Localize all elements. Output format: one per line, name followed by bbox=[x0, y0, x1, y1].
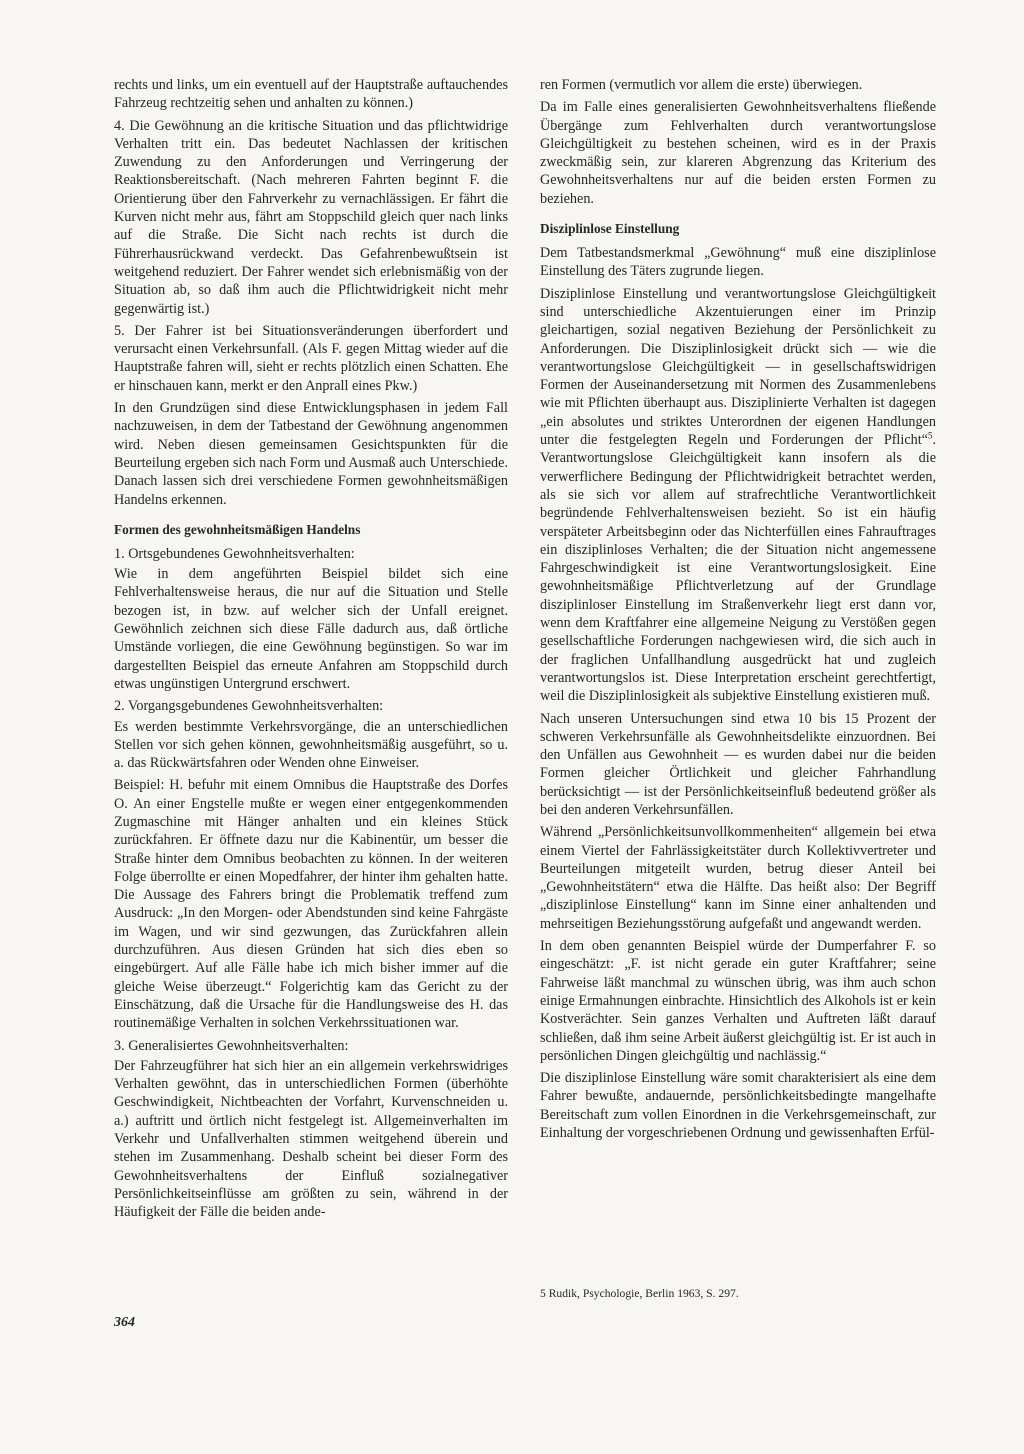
paragraph: Nach unseren Untersuchungen sind etwa 10 bis 15 Prozent der schweren Verkehrsunfälle als Gewohnheitsdelikte einzuordnen. Bei den Unfällen aus Gewohnheit — es wurden dabei nur die beiden Formen gleicher Örtlichkeit und gleicher Fahrhandlung berücksichtigt — ist der Persönlichkeitseinfluß bedeutend größer als bei den anderen Verkehrsunfällen. bbox=[540, 710, 936, 818]
section-heading-formen: Formen des gewohnheitsmäßigen Handelns bbox=[114, 521, 361, 537]
subheading-generalisiert: 3. Generalisiertes Gewohnheitsverhalten: bbox=[114, 1037, 349, 1054]
right-column bbox=[540, 76, 936, 1146]
paragraph: In dem oben genannten Beispiel würde der Dumperfahrer F. so eingeschätzt: „F. ist nicht gerade ein guter Kraftfahrer; seine Fahrweise läßt manchmal zu wünschen übrig, was ihm auch schon einige Ermahnungen einbrachte. Hinsichtlich des Alkohols ist er kein Kostverächter. Sein ganzes Verhalten und Auftreten läßt darauf schließen, daß ihm seine Arbeit äußerst gleichgültig ist. Er ist auch in persönlichen Dingen gleichgültig und nachlässig.“ bbox=[540, 938, 936, 1064]
paragraph: Da im Falle eines generalisierten Gewohnheitsverhaltens fließende Übergänge zum Fehlverhalten durch verantwortungslose Gleichgültigkeit zu bestehen scheinen, wird es in der Praxis zweckmäßig sein, zur klareren Abgrenzung das Kriterium des Gewohnheitsverhaltens nur auf die beiden ersten Formen zu beziehen. bbox=[540, 99, 936, 207]
paragraph: Wie in dem angeführten Beispiel bildet sich eine Fehlverhaltensweise heraus, die nur auf die Situation und Stelle bezogen ist, in bzw. auf welcher sich der Unfall ereignet. Gewöhnlich zeichnen sich diese Fälle dadurch aus, daß örtliche Umstände vorliegen, die eine Gewöhnung begünstigen. So war im dargestellten Beispiel das erneute Anfahren am Stoppschild durch etwas ungünstigen Untergrund erschwert. bbox=[114, 566, 508, 692]
footnote-reference: 5 bbox=[927, 430, 933, 441]
paragraph: Der Fahrzeugführer hat sich hier an ein allgemein verkehrswidriges Verhalten gewöhnt, das in unterschiedlichen Formen (überhöhte Geschwindigkeit, Nichtbeachten der Vorfahrt, Kurvenschneiden u. a.) auftritt und örtlich nicht festgelegt ist. Allgemeinverhalten im Verkehr und Unfallverhalten stimmen weitgehend überein und stehen im Zusammenhang. Deshalb scheint bei dieser Form des Gewohnheitsverhaltens der Einfluß sozialnegativer Persönlichkeitseinflüsse am größten zu sein, während in der Häufigkeit der Fälle die beiden ande- bbox=[114, 1057, 508, 1221]
paragraph-phase-5: 5. Der Fahrer ist bei Situationsveränderungen überfordert und verursacht einen Verkehrsunfall. (Als F. gegen Mittag wieder auf die Hauptstraße fahren will, sieht er rechts plötzlich einen Schatten. Ehe er hinschauen kann, merkt er den Anprall eines Pkw.) bbox=[114, 322, 508, 394]
paragraph-text: Disziplinlose Einstellung und verantwortungslose Gleichgültigkeit sind unterschiedliche Akzentuierungen einer im Prinzip gleichartigen, sozial negativen Beziehung der Persönlichkeit zu Anforderungen. Die Disziplinlosigkeit drückt sich — wie die verantwortungslose Gleichgültigkeit — in gesellschaftswidrigen Formen der Auseinandersetzung mit Normen des Zusammenlebens wie mit Pflichten überhaupt aus. Disziplinierte Verhalten ist dagegen „ein absolutes und striktes Unterordnen der eigenen Handlungen unter die festgelegten Regeln und Forderungen der Pflicht“ bbox=[540, 285, 936, 449]
subheading-ortsgebunden: 1. Ortsgebundenes Gewohnheitsverhalten: bbox=[114, 545, 355, 562]
paragraph: In den Grundzügen sind diese Entwicklungsphasen in jedem Fall nachzuweisen, in dem der Tatbestand der Gewöhnung angenommen wird. Neben diesen gemeinsamen Gesichtspunkten für die Beurteilung ergeben sich nach Form und Ausmaß auch Unterschiede. Danach lassen sich drei verschiedene Formen gewohnheitsmäßigen Handelns erkennen. bbox=[114, 400, 508, 508]
paragraph-text: . Verantwortungslose Gleichgültigkeit kann insofern als die verwerflichere Bedingung der Pflichtwidrigkeit betrachtet werden, als sie sich vor allem auf strafrechtliche Verantwortlichkeit begründende Fehlverhaltensweisen bezieht. So ist ein häufig verspäteter Arbeitsbeginn oder das Nichterfüllen eines Fahrauftrages ein disziplinloses Verhalten; die der Situation nicht angemessene Fahrgeschwindigkeit ist eine Verantwortungslosigkeit. Eine gewohnheitsmäßige Pflichtverletzung auf der Grundlage disziplinloser Einstellung im Straßenverkehr liegt erst dann vor, wenn dem Kraftfahrer eine allgemeine Neigung zu Verstößen gegen gesellschaftliche Forderungen nachgewiesen wird, die sich auch in der fraglichen Unfallhandlung ausgedrückt hat und zugleich verantwortungslos ist. Diese Interpretation erscheint gerechtfertigt, weil die Disziplinlosigkeit als subjektive Einstellung existieren muß. bbox=[540, 432, 936, 705]
subheading-vorgangsgebunden: 2. Vorgangsgebundenes Gewohnheitsverhalten: bbox=[114, 698, 384, 715]
paragraph-beispiel: Beispiel: H. befuhr mit einem Omnibus die Hauptstraße des Dorfes O. An einer Engstelle mußte er wegen einer entgegenkommenden Zugmaschine mit Hänger anhalten und ein kleines Stück zurückfahren. Er öffnete dazu nur die Kabinentür, um besser die Straße hinter dem Omnibus beobachten zu können. In der weiteren Folge überrollte er einen Mopedfahrer, der hinter ihm gehalten hatte. Die Aussage des Fahrers bringt die Problematik treffend zum Ausdruck: „In den Morgen- oder Abendstunden sind keine Fahrgäste im Wagen, und wir sind gezwungen, das Zurückfahren allein durchzuführen. Aus diesen Gründen hat sich dies eben so eingebürgert. Auf alle Fälle habe ich mich bisher immer auf die gleiche Weise überzeugt.“ Folgerichtig kam das Gericht zu der Einschätzung, daß die Ursache für die Handlungsweise des H. das routinemäßige Verhalten in solchen Verkehrssituationen war. bbox=[114, 777, 508, 1032]
paragraph: Dem Tatbestandsmerkmal „Gewöhnung“ muß eine disziplinlose Einstellung des Täters zugrunde liegen. bbox=[540, 245, 936, 280]
footnote: 5 Rudik, Psychologie, Berlin 1963, S. 297. bbox=[540, 1287, 739, 1300]
paragraph: Es werden bestimmte Verkehrsvorgänge, die an unterschiedlichen Stellen vor sich gehen können, gewohnheitsmäßig ausgeführt, so u. a. das Rückwärtsfahren oder Wenden ohne Einweiser. bbox=[114, 718, 508, 772]
paragraph-phase-4: 4. Die Gewöhnung an die kritische Situation und das pflichtwidrige Verhalten tritt ein. Das bedeutet Nachlassen der kritischen Zuwendung zu den Anforderungen und Verringerung der Reaktionsbereitschaft. (Nach mehreren Fahrten beginnt F. die Orientierung über den Fahrverkehr zu vernachlässigen. Er fährt die Kurven nicht mehr aus, fährt am Stoppschild gleich quer nach links auf die Straße. Die Sicht nach rechts ist durch die Führerhausrückwand verdeckt. Das Gefahrenbewußtsein ist weitgehend reduziert. Der Fahrer wendet sich erlebnismäßig von der Situation ab, so daß ihm auch die Pflichtwidrigkeit nicht mehr gegenwärtig ist.) bbox=[114, 117, 508, 317]
left-column bbox=[114, 76, 508, 1226]
section-heading-disziplinlose-einstellung: Disziplinlose Einstellung bbox=[540, 221, 680, 237]
paragraph: Die disziplinlose Einstellung wäre somit charakterisiert als eine dem Fahrer bewußte, andauernde, persönlichkeitsbedingte mangelhafte Bereitschaft zum vollen Einordnen in die Verkehrsgemeinschaft, zur Einhaltung der vorgeschriebenen Ordnung und gewissenhaften Erfül- bbox=[540, 1070, 936, 1142]
paragraph: Während „Persönlichkeitsunvollkommenheiten“ allgemein bei etwa einem Viertel der Fahrlässigkeitstäter durch Kollektivvertreter und Beurteilungen mitgeteilt wurden, betrug dieser Anteil bei „Gewohnheitstätern“ etwa die Hälfte. Das heißt also: Der Begriff „disziplinlose Einstellung“ kann im Sinne einer anhaltenden und mehrseitigen Beziehungsstörung aufgefaßt und angewandt werden. bbox=[540, 824, 936, 932]
paragraph: rechts und links, um ein eventuell auf der Hauptstraße auftauchendes Fahrzeug rechtzeitig sehen und anhalten zu können.) bbox=[114, 77, 508, 112]
paragraph-with-footnote-ref bbox=[540, 285, 936, 706]
paragraph: ren Formen (vermutlich vor allem die erste) überwiegen. bbox=[540, 77, 863, 93]
page-number: 364 bbox=[114, 1315, 135, 1330]
